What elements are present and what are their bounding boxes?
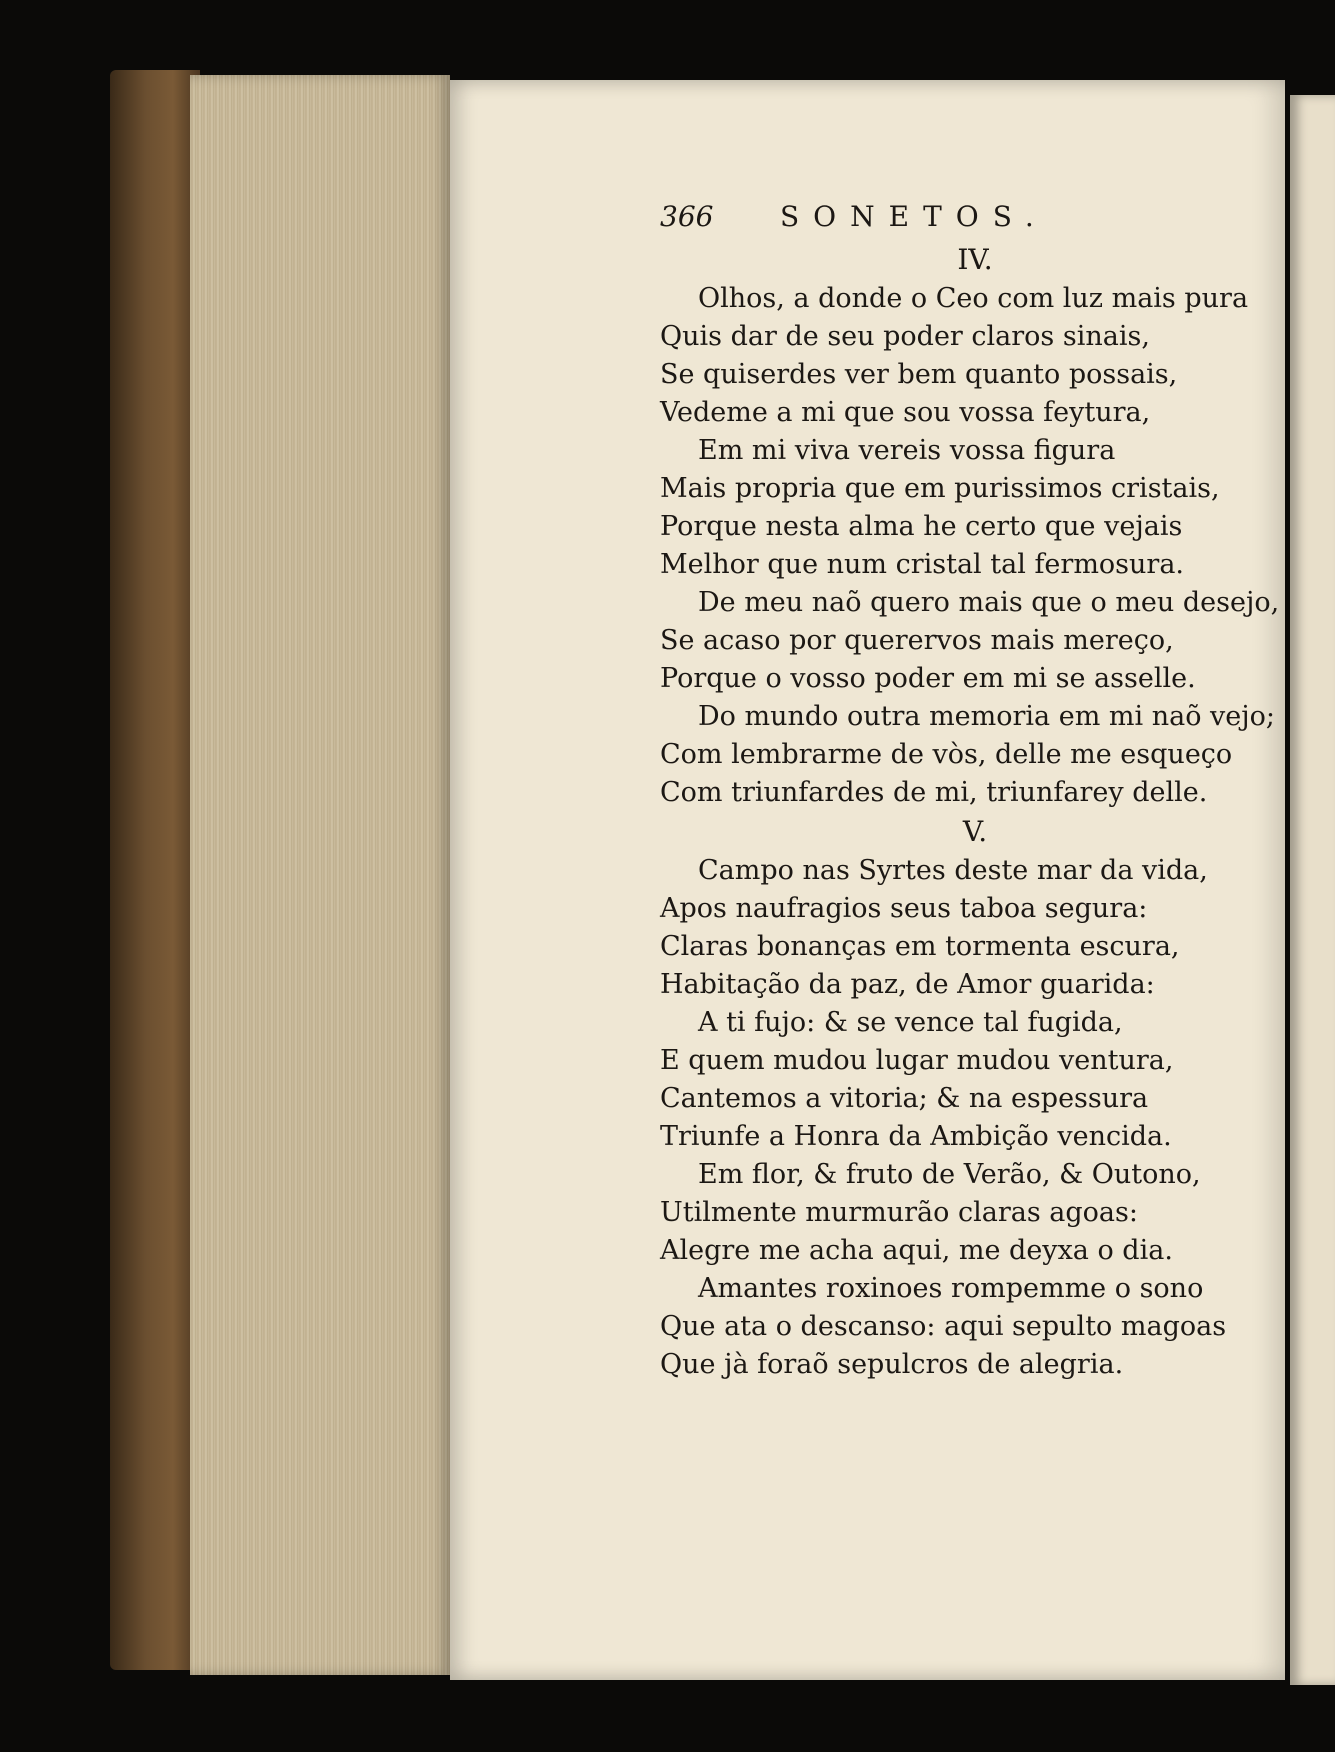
verse-line: Utilmente murmurão claras agoas:	[660, 1197, 1138, 1228]
verse-line: Alegre me acha aqui, me deyxa o dia.	[660, 1235, 1173, 1266]
verse-line: Se quiserdes ver bem quanto possais,	[660, 359, 1178, 390]
sonnet-numeral: IV.	[957, 243, 993, 276]
page-number: 366	[660, 200, 714, 233]
page-text	[660, 200, 1280, 1384]
verse-line: Com triunfardes de mi, triunfarey delle.	[660, 777, 1208, 808]
verse-line: Claras bonanças em tormenta escura,	[660, 931, 1180, 962]
sonnet-numeral: V.	[962, 815, 988, 848]
verse-line: De meu naõ quero mais que o meu desejo,	[698, 587, 1280, 618]
verse-line: Vedeme a mi que sou vossa feytura,	[660, 397, 1151, 428]
sonnet-iv	[660, 240, 1280, 812]
verse-line: Olhos, a donde o Ceo com luz mais pura	[698, 283, 1249, 314]
verse-line: Que ata o descanso: aqui sepulto magoas	[660, 1311, 1227, 1342]
running-title: SONETOS.	[780, 200, 1048, 233]
verse-line: Amantes roxinoes rompemme o sono	[698, 1273, 1204, 1304]
verse-line: Em mi viva vereis vossa figura	[698, 435, 1116, 466]
verse-line: Com lembrarme de vòs, delle me esqueço	[660, 739, 1233, 770]
verse-line: Que jà foraõ sepulcros de alegria.	[660, 1349, 1124, 1380]
verse-line: Porque o vosso poder em mi se asselle.	[660, 663, 1196, 694]
page-block-edges	[190, 75, 450, 1675]
verse-line: Apos naufragios seus taboa segura:	[660, 893, 1148, 924]
facing-page-edge	[1290, 95, 1335, 1685]
page-header	[660, 200, 1220, 240]
verse-line: Melhor que num cristal tal fermosura.	[660, 549, 1185, 580]
verse-line: Triunfe a Honra da Ambição vencida.	[660, 1121, 1172, 1152]
verse-line: Cantemos a vitoria; & na espessura	[660, 1083, 1149, 1114]
verse-line: Do mundo outra memoria em mi naõ vejo;	[698, 701, 1275, 732]
verse-line: Campo nas Syrtes deste mar da vida,	[698, 855, 1208, 886]
verse-line: Se acaso por querervos mais mereço,	[660, 625, 1174, 656]
sonnet-v	[660, 812, 1227, 1384]
verse-line: Quis dar de seu poder claros sinais,	[660, 321, 1150, 352]
verse-line: Habitação da paz, de Amor guarida:	[660, 969, 1155, 1000]
book-cover-edge	[110, 70, 200, 1670]
verse-line: A ti fujo: & se vence tal fugida,	[698, 1007, 1123, 1038]
verse-line: E quem mudou lugar mudou ventura,	[660, 1045, 1174, 1076]
verse-line: Em flor, & fruto de Verão, & Outono,	[698, 1159, 1201, 1190]
verse-line: Porque nesta alma he certo que vejais	[660, 511, 1183, 542]
verse-line: Mais propria que em purissimos cristais,	[660, 473, 1220, 504]
